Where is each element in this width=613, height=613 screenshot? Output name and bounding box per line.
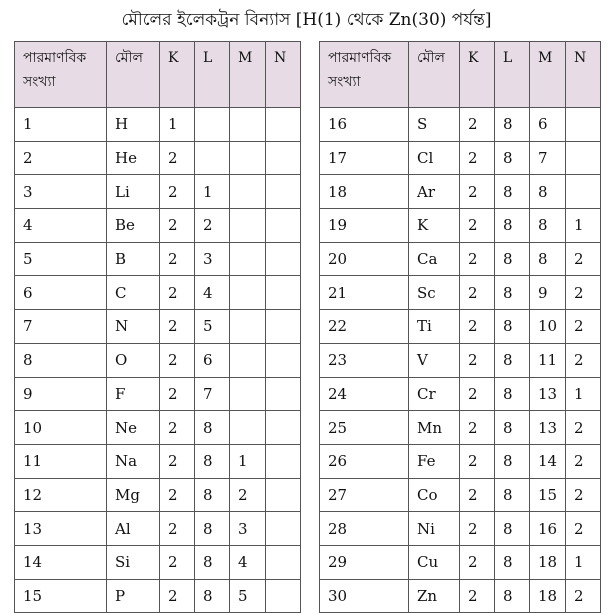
k-shell-cell: 2 [160,478,195,512]
l-shell-cell: 2 [195,209,230,243]
k-shell-cell: 2 [160,242,195,276]
table-row [15,478,301,512]
atomic-number-header-line2: সংখ্যা [23,74,56,90]
table-row [320,175,601,209]
n-shell-cell: 2 [566,478,601,512]
atomic-number-header-line1: পারমাণবিক [23,50,87,66]
atomic-number-cell: 16 [320,108,409,142]
element-symbol-cell: Ti [409,310,460,344]
header-row [320,42,601,108]
n-shell-cell [266,411,301,445]
table-row [15,444,301,478]
k-shell-cell: 2 [460,512,495,546]
n-shell-header: N [566,42,601,108]
atomic-number-cell: 29 [320,545,409,579]
l-shell-cell: 8 [195,478,230,512]
k-shell-cell: 2 [460,242,495,276]
atomic-number-cell: 26 [320,444,409,478]
k-shell-cell: 2 [460,411,495,445]
l-shell-cell: 8 [495,141,530,175]
l-shell-cell: 8 [195,545,230,579]
atomic-number-cell: 21 [320,276,409,310]
m-shell-cell: 3 [230,512,266,546]
element-symbol-cell: Mg [107,478,160,512]
atomic-number-cell: 13 [15,512,107,546]
atomic-number-cell: 24 [320,377,409,411]
atomic-number-cell: 9 [15,377,107,411]
n-shell-cell [266,377,301,411]
atomic-number-cell: 15 [15,579,107,613]
element-symbol-cell: N [107,310,160,344]
l-shell-cell: 8 [495,209,530,243]
k-shell-cell: 2 [160,343,195,377]
n-shell-cell [266,512,301,546]
m-shell-cell [230,175,266,209]
k-shell-cell: 2 [460,108,495,142]
m-shell-cell: 8 [530,242,566,276]
l-shell-cell: 1 [195,175,230,209]
atomic-number-cell: 23 [320,343,409,377]
l-shell-cell: 8 [495,512,530,546]
element-symbol-cell: H [107,108,160,142]
atomic-number-cell: 6 [15,276,107,310]
element-symbol-cell: Cu [409,545,460,579]
table-row [320,411,601,445]
atomic-number-cell: 2 [15,141,107,175]
n-shell-cell [266,141,301,175]
l-shell-cell: 8 [495,310,530,344]
l-shell-cell: 8 [495,343,530,377]
element-symbol-cell: O [107,343,160,377]
table-row [15,310,301,344]
table-row [15,579,301,613]
n-shell-cell [266,242,301,276]
m-shell-header: M [230,42,266,108]
m-shell-cell: 10 [530,310,566,344]
table-row [15,175,301,209]
n-shell-cell: 2 [566,343,601,377]
m-shell-cell: 5 [230,579,266,613]
n-shell-cell [266,579,301,613]
m-shell-cell: 11 [530,343,566,377]
n-shell-cell [566,175,601,209]
m-shell-cell [230,411,266,445]
element-symbol-cell: Na [107,444,160,478]
table-row [320,141,601,175]
page-title: মৌলের ইলেকট্রন বিন্যাস [H(1) থেকে Zn(30) পর্যন্ত] [121,10,492,30]
element-symbol-cell: Cr [409,377,460,411]
k-shell-cell: 2 [460,276,495,310]
n-shell-cell: 2 [566,411,601,445]
n-shell-cell: 1 [566,377,601,411]
n-shell-cell: 2 [566,310,601,344]
k-shell-cell: 1 [160,108,195,142]
atomic-number-cell: 8 [15,343,107,377]
electron-config-table-right [319,41,601,613]
l-shell-cell [195,108,230,142]
atomic-number-header [320,42,409,108]
element-symbol-cell: Fe [409,444,460,478]
element-symbol-cell: Mn [409,411,460,445]
n-shell-cell: 1 [566,209,601,243]
table-row [320,242,601,276]
n-shell-cell: 2 [566,444,601,478]
n-shell-cell [266,276,301,310]
l-shell-cell: 3 [195,242,230,276]
atomic-number-cell: 18 [320,175,409,209]
l-shell-cell: 8 [495,444,530,478]
m-shell-cell [230,141,266,175]
table-row [320,377,601,411]
m-shell-cell: 14 [530,444,566,478]
m-shell-cell [230,209,266,243]
l-shell-cell: 8 [495,579,530,613]
element-symbol-cell: Co [409,478,460,512]
k-shell-cell: 2 [160,545,195,579]
table-row [320,310,601,344]
k-shell-cell: 2 [460,478,495,512]
k-shell-cell: 2 [160,310,195,344]
n-shell-cell [266,175,301,209]
table-row [320,444,601,478]
l-shell-cell: 8 [195,444,230,478]
m-shell-cell: 13 [530,377,566,411]
l-shell-cell: 8 [195,512,230,546]
table-row [15,108,301,142]
k-shell-cell: 2 [160,377,195,411]
n-shell-cell [266,545,301,579]
n-shell-cell [266,209,301,243]
element-symbol-cell: C [107,276,160,310]
table-row [320,512,601,546]
table-row [15,512,301,546]
l-shell-cell: 8 [495,545,530,579]
atomic-number-cell: 27 [320,478,409,512]
m-shell-cell: 1 [230,444,266,478]
element-symbol-cell: He [107,141,160,175]
m-shell-cell: 13 [530,411,566,445]
header-row [15,42,301,108]
l-shell-cell: 8 [495,175,530,209]
k-shell-cell: 2 [160,411,195,445]
atomic-number-cell: 5 [15,242,107,276]
element-header: মৌল [107,42,160,108]
k-shell-cell: 2 [460,579,495,613]
element-symbol-cell: Ca [409,242,460,276]
k-shell-cell: 2 [460,343,495,377]
l-shell-cell: 5 [195,310,230,344]
m-shell-cell: 9 [530,276,566,310]
table-row [15,276,301,310]
k-shell-header: K [160,42,195,108]
atomic-number-cell: 7 [15,310,107,344]
n-shell-cell: 2 [566,579,601,613]
k-shell-cell: 2 [160,209,195,243]
element-header: মৌল [409,42,460,108]
l-shell-cell: 7 [195,377,230,411]
k-shell-cell: 2 [160,276,195,310]
table-row [15,377,301,411]
element-symbol-cell: Zn [409,579,460,613]
k-shell-cell: 2 [460,175,495,209]
m-shell-cell: 2 [230,478,266,512]
n-shell-header: N [266,42,301,108]
k-shell-cell: 2 [160,512,195,546]
atomic-number-cell: 20 [320,242,409,276]
m-shell-cell [230,310,266,344]
atomic-number-header-line2: সংখ্যা [328,74,361,90]
l-shell-cell: 8 [495,377,530,411]
n-shell-cell: 2 [566,276,601,310]
table-row [320,209,601,243]
element-symbol-cell: V [409,343,460,377]
n-shell-cell: 2 [566,242,601,276]
l-shell-cell: 8 [495,411,530,445]
m-shell-cell: 4 [230,545,266,579]
element-symbol-cell: B [107,242,160,276]
table-row [15,242,301,276]
table-row [320,579,601,613]
k-shell-header: K [460,42,495,108]
k-shell-cell: 2 [160,175,195,209]
m-shell-cell: 8 [530,209,566,243]
k-shell-cell: 2 [460,141,495,175]
n-shell-cell [266,478,301,512]
l-shell-cell [195,141,230,175]
atomic-number-cell: 30 [320,579,409,613]
n-shell-cell [266,343,301,377]
atomic-number-cell: 12 [15,478,107,512]
element-symbol-cell: F [107,377,160,411]
atomic-number-cell: 1 [15,108,107,142]
m-shell-cell [230,242,266,276]
atomic-number-cell: 28 [320,512,409,546]
atomic-number-cell: 3 [15,175,107,209]
m-shell-cell: 7 [530,141,566,175]
atomic-number-cell: 19 [320,209,409,243]
element-symbol-cell: P [107,579,160,613]
element-symbol-cell: Cl [409,141,460,175]
atomic-number-cell: 10 [15,411,107,445]
m-shell-cell [230,276,266,310]
m-shell-cell: 18 [530,545,566,579]
element-symbol-cell: Al [107,512,160,546]
element-symbol-cell: Li [107,175,160,209]
k-shell-cell: 2 [460,377,495,411]
n-shell-cell: 2 [566,512,601,546]
table-row [320,108,601,142]
atomic-number-cell: 11 [15,444,107,478]
element-symbol-cell: Ar [409,175,460,209]
atomic-number-header [15,42,107,108]
m-shell-cell: 15 [530,478,566,512]
k-shell-cell: 2 [160,444,195,478]
l-shell-cell: 8 [495,108,530,142]
l-shell-cell: 6 [195,343,230,377]
table-row [15,209,301,243]
atomic-number-cell: 14 [15,545,107,579]
atomic-number-cell: 22 [320,310,409,344]
l-shell-header: L [495,42,530,108]
table-row [320,343,601,377]
element-symbol-cell: S [409,108,460,142]
element-symbol-cell: Be [107,209,160,243]
element-symbol-cell: Ni [409,512,460,546]
k-shell-cell: 2 [460,545,495,579]
l-shell-cell: 4 [195,276,230,310]
k-shell-cell: 2 [460,310,495,344]
electron-config-table-left [14,41,301,613]
table-row [320,545,601,579]
n-shell-cell [566,141,601,175]
m-shell-cell: 8 [530,175,566,209]
atomic-number-cell: 17 [320,141,409,175]
m-shell-cell [230,343,266,377]
n-shell-cell [266,444,301,478]
element-symbol-cell: Si [107,545,160,579]
element-symbol-cell: Sc [409,276,460,310]
atomic-number-cell: 25 [320,411,409,445]
k-shell-cell: 2 [460,444,495,478]
k-shell-cell: 2 [160,579,195,613]
element-symbol-cell: K [409,209,460,243]
table-row [15,343,301,377]
m-shell-cell: 16 [530,512,566,546]
m-shell-header: M [530,42,566,108]
table-row [15,411,301,445]
m-shell-cell [230,377,266,411]
l-shell-cell: 8 [495,276,530,310]
l-shell-header: L [195,42,230,108]
l-shell-cell: 8 [195,579,230,613]
k-shell-cell: 2 [460,209,495,243]
n-shell-cell: 1 [566,545,601,579]
n-shell-cell [566,108,601,142]
m-shell-cell: 18 [530,579,566,613]
m-shell-cell: 6 [530,108,566,142]
l-shell-cell: 8 [495,242,530,276]
atomic-number-cell: 4 [15,209,107,243]
table-row [15,545,301,579]
l-shell-cell: 8 [495,478,530,512]
n-shell-cell [266,310,301,344]
table-row [320,276,601,310]
table-row [320,478,601,512]
atomic-number-header-line1: পারমাণবিক [328,50,392,66]
m-shell-cell [230,108,266,142]
l-shell-cell: 8 [195,411,230,445]
element-symbol-cell: Ne [107,411,160,445]
n-shell-cell [266,108,301,142]
k-shell-cell: 2 [160,141,195,175]
table-row [15,141,301,175]
